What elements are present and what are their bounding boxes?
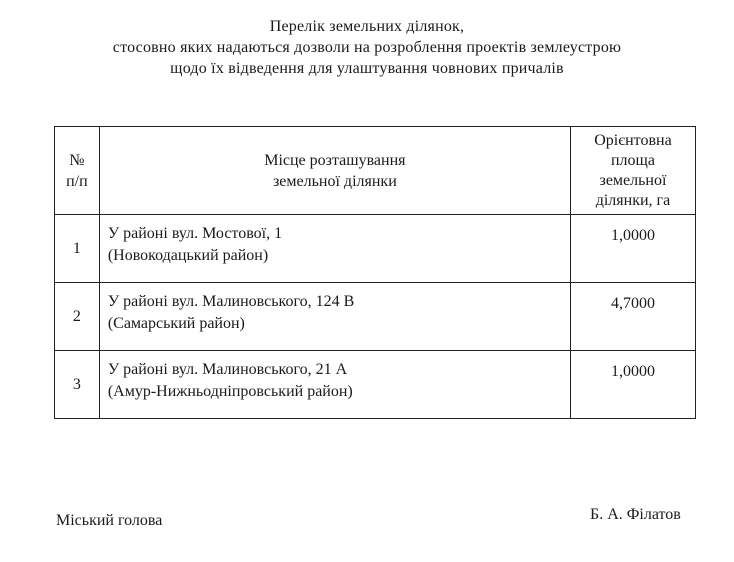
header-area-line-2: площа: [610, 151, 655, 169]
row-location-line-2: (Новокодацький район): [107, 247, 269, 264]
header-area-line-3: земельної: [599, 171, 667, 189]
row-area: 4,7000: [570, 283, 695, 351]
signatory-name: Б. А. Філатов: [590, 506, 681, 523]
header-area: [570, 127, 695, 215]
header-area-line-1: Орієнтовна: [594, 131, 672, 149]
row-location-line-1: У районі вул. Малиновського, 124 В: [107, 293, 355, 310]
row-location-line-1: У районі вул. Малиновського, 21 А: [107, 361, 348, 378]
land-plots-table: [54, 126, 696, 419]
row-location: [99, 283, 570, 351]
title-line-2: стосовно яких надаються дозволи на розроблення проектів землеустрою: [112, 39, 622, 56]
document-title: [0, 16, 734, 79]
signatory-position: Міський голова: [56, 512, 163, 529]
row-location: [99, 351, 570, 419]
row-location-line-2: (Амур-Нижньодніпровський район): [107, 383, 353, 400]
table-header-row: [55, 127, 696, 215]
header-number-line-2: п/п: [66, 172, 88, 190]
header-area-line-4: ділянки, га: [595, 191, 671, 209]
header-location-line-2: земельної ділянки: [272, 172, 397, 190]
header-location-line-1: Місце розташування: [264, 151, 406, 169]
title-line-3: щодо їх відведення для улаштування човнових причалів: [170, 60, 564, 77]
title-line-1: Перелік земельних ділянок,: [269, 18, 465, 35]
row-number: 1: [55, 215, 100, 283]
header-number-line-1: №: [69, 151, 85, 169]
row-location-line-2: (Самарський район): [107, 315, 245, 332]
row-location: [99, 215, 570, 283]
header-location: [99, 127, 570, 215]
header-number: [55, 127, 100, 215]
table-row: [55, 283, 696, 351]
row-number: 2: [55, 283, 100, 351]
table-row: [55, 351, 696, 419]
row-location-line-1: У районі вул. Мостової, 1: [107, 225, 283, 242]
row-area: 1,0000: [570, 215, 695, 283]
table-row: [55, 215, 696, 283]
row-area: 1,0000: [570, 351, 695, 419]
row-number: 3: [55, 351, 100, 419]
